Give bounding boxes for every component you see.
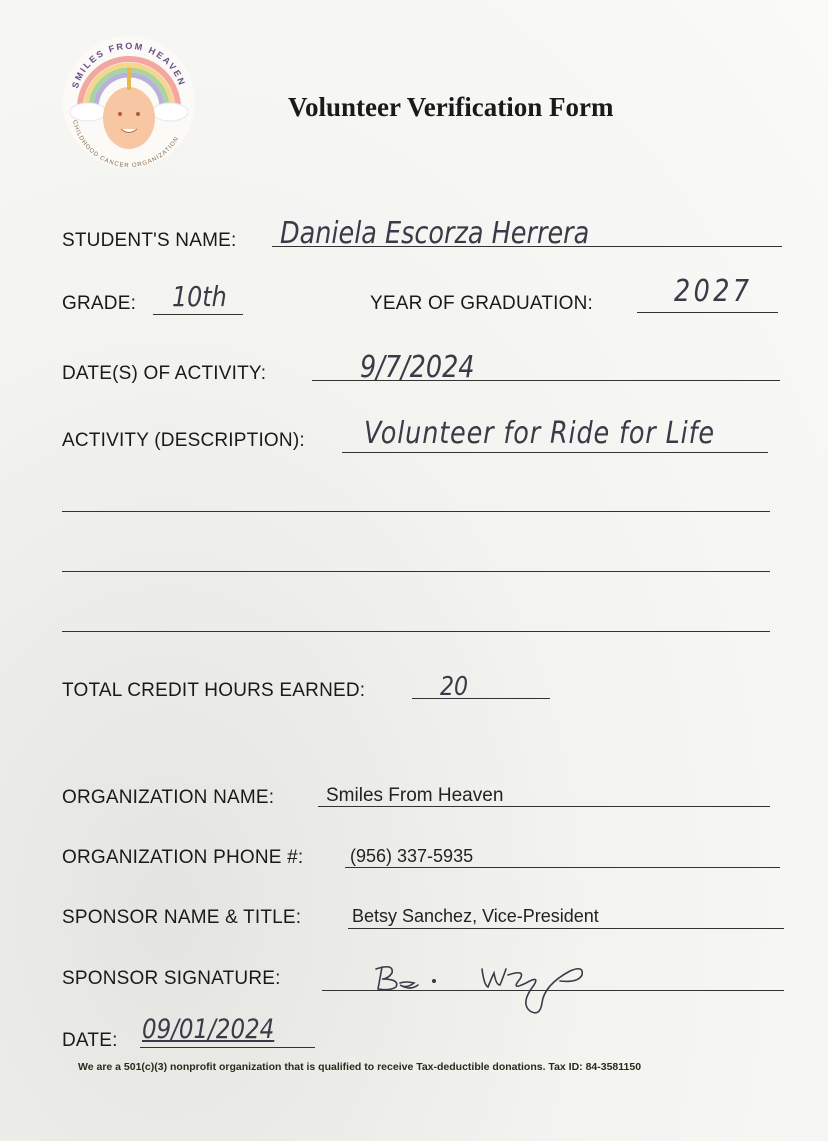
logo-top-text: SMILES FROM HEAVEN — [69, 40, 188, 90]
organization-name-label: ORGANIZATION NAME: — [62, 787, 275, 808]
grade-value: 10th — [172, 280, 227, 313]
total-credit-hours-line — [412, 698, 550, 699]
dates-of-activity-label: DATE(S) OF ACTIVITY: — [62, 363, 267, 384]
activity-description-line — [342, 452, 768, 453]
organization-logo — [58, 30, 200, 170]
grade-line — [153, 314, 243, 315]
sponsor-name-title-value: Betsy Sanchez, Vice-President — [352, 906, 599, 926]
grade-label: GRADE: — [62, 293, 137, 314]
date-value: 09/01/2024 — [142, 1014, 275, 1045]
year-of-graduation-value: 2027 — [674, 274, 753, 309]
student-name-value: Daniela Escorza Herrera — [280, 216, 590, 251]
student-name-label: STUDENT'S NAME: — [62, 230, 237, 251]
logo-bottom-text: CHILDHOOD CANCER ORGANIZATION — [70, 119, 181, 170]
activity-extra-line — [62, 511, 770, 512]
total-credit-hours-label: TOTAL CREDIT HOURS EARNED: — [62, 680, 366, 701]
page-title: Volunteer Verification Form — [288, 92, 614, 122]
year-of-graduation-line — [637, 312, 778, 313]
organization-phone-value: (956) 337-5935 — [350, 846, 474, 866]
footer-note: We are a 501(c)(3) nonprofit organization that is qualified to receive Tax-deductible donations. Tax ID: 84-3581150 — [78, 1061, 642, 1073]
sponsor-name-title-line — [348, 928, 784, 929]
year-of-graduation-label: YEAR OF GRADUATION: — [370, 293, 594, 314]
organization-name-value: Smiles From Heaven — [326, 785, 504, 806]
sponsor-signature-label: SPONSOR SIGNATURE: — [62, 968, 281, 989]
activity-description-value: Volunteer for Ride for Life — [364, 416, 715, 451]
date-line — [140, 1047, 315, 1048]
total-credit-hours-value: 20 — [440, 672, 469, 702]
sponsor-signature — [370, 955, 600, 1025]
organization-phone-line — [345, 867, 780, 868]
dates-of-activity-value: 9/7/2024 — [360, 350, 475, 385]
activity-extra-line — [62, 571, 770, 572]
activity-extra-line — [62, 631, 770, 632]
activity-description-label: ACTIVITY (DESCRIPTION): — [62, 430, 305, 451]
organization-phone-label: ORGANIZATION PHONE #: — [62, 847, 304, 868]
sponsor-name-title-label: SPONSOR NAME & TITLE: — [62, 907, 302, 928]
date-label: DATE: — [62, 1030, 118, 1051]
